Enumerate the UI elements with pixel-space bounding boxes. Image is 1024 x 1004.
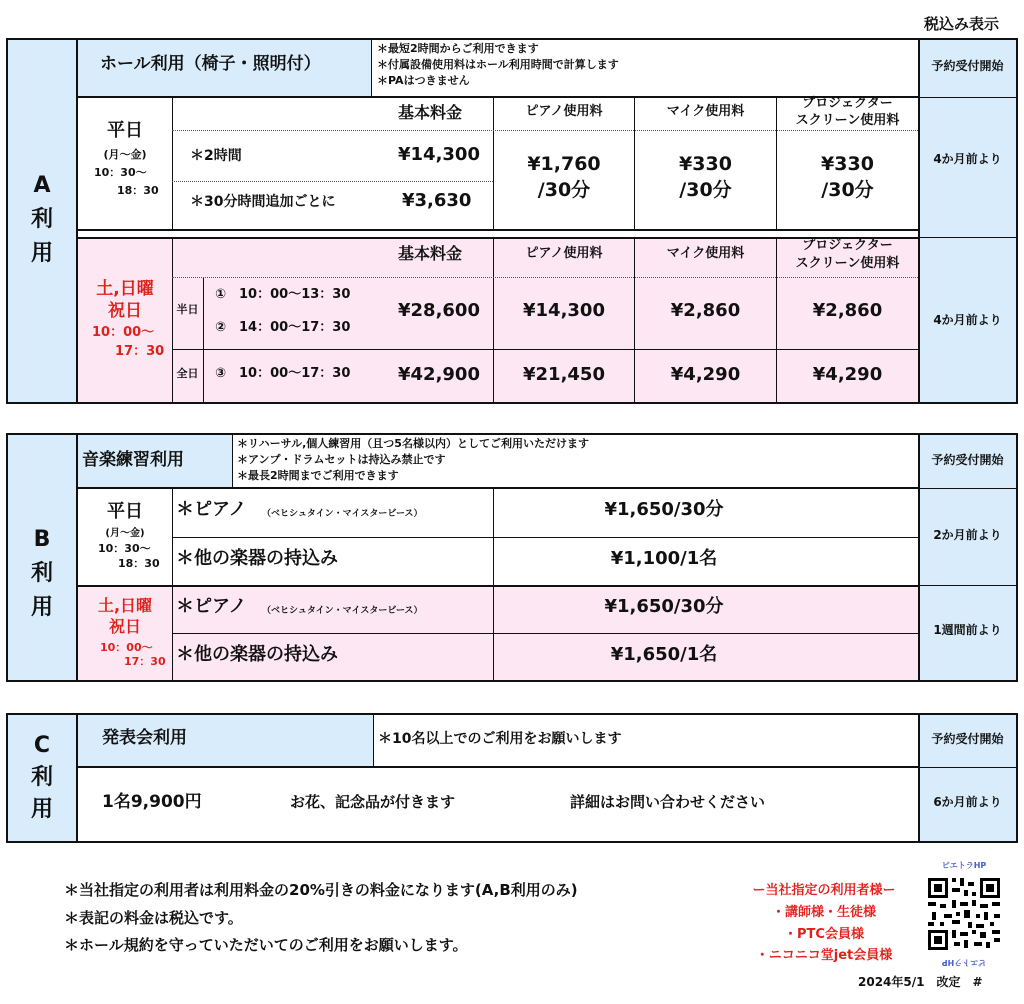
qr-code[interactable]: [924, 872, 1004, 956]
section-a-weekday-label: 平日: [107, 120, 143, 141]
footer-note-tax: ＊表記の料金は税込です。: [64, 909, 243, 927]
section-b-reserve-bg: [919, 435, 1016, 680]
section-a-title: ホール利用（椅子・照明付）: [100, 54, 321, 74]
section-b-weekday-other-price: ¥1,100/1名: [610, 548, 718, 569]
section-c-letter: C: [33, 733, 51, 758]
footer-note-discount: ＊当社指定の利用者は利用料金の20%引きの料金になります(A,B利用のみ): [64, 881, 578, 899]
qr-caption-bottom: ピエトラHP: [941, 958, 987, 968]
section-b-weekend-piano-price: ¥1,650/30分: [604, 596, 724, 617]
section-b-title: 音楽練習利用: [82, 450, 184, 470]
section-c-price: 1名9,900円: [102, 792, 202, 812]
section-a-weekend-reserve: 4か月前より: [933, 313, 1002, 327]
section-b-weekend-other-price: ¥1,650/1名: [610, 644, 718, 665]
section-a-weekday-reserve: 4か月前より: [933, 152, 1002, 166]
section-a-reserve-label: 予約受付開始: [931, 59, 1004, 73]
footer-note-rules: ＊ホール規約を守っていただいてのご利用をお願いします。: [64, 936, 468, 954]
section-b-letter: B: [33, 527, 51, 552]
section-b-weekend-reserve: 1週間前より: [933, 623, 1002, 637]
section-a-half-day-price: ¥28,600: [398, 300, 480, 321]
revised-date: 2024年5/1 改定 #: [858, 975, 983, 989]
section-a-weekday-2h-price: ¥14,300: [398, 144, 480, 165]
section-b-weekday-piano-price: ¥1,650/30分: [604, 499, 724, 520]
section-c-reserve: 6か月前より: [933, 795, 1002, 809]
tax-included-note: 税込み表示: [924, 15, 1000, 33]
section-b-weekday-reserve: 2か月前より: [933, 528, 1002, 542]
section-a-weekday-30min-price: ¥3,630: [402, 190, 472, 211]
section-a-letter: A: [33, 173, 51, 198]
section-a-weekend-label: 土,日曜: [96, 279, 154, 299]
section-a-full-day-price: ¥42,900: [398, 364, 480, 385]
section-c-title: 発表会利用: [102, 728, 187, 748]
section-a-reserve-bg: [919, 40, 1016, 402]
qr-caption-top: ピエトラHP: [941, 861, 987, 870]
designated-users-title: ー当社指定の利用者様ー: [752, 883, 896, 898]
